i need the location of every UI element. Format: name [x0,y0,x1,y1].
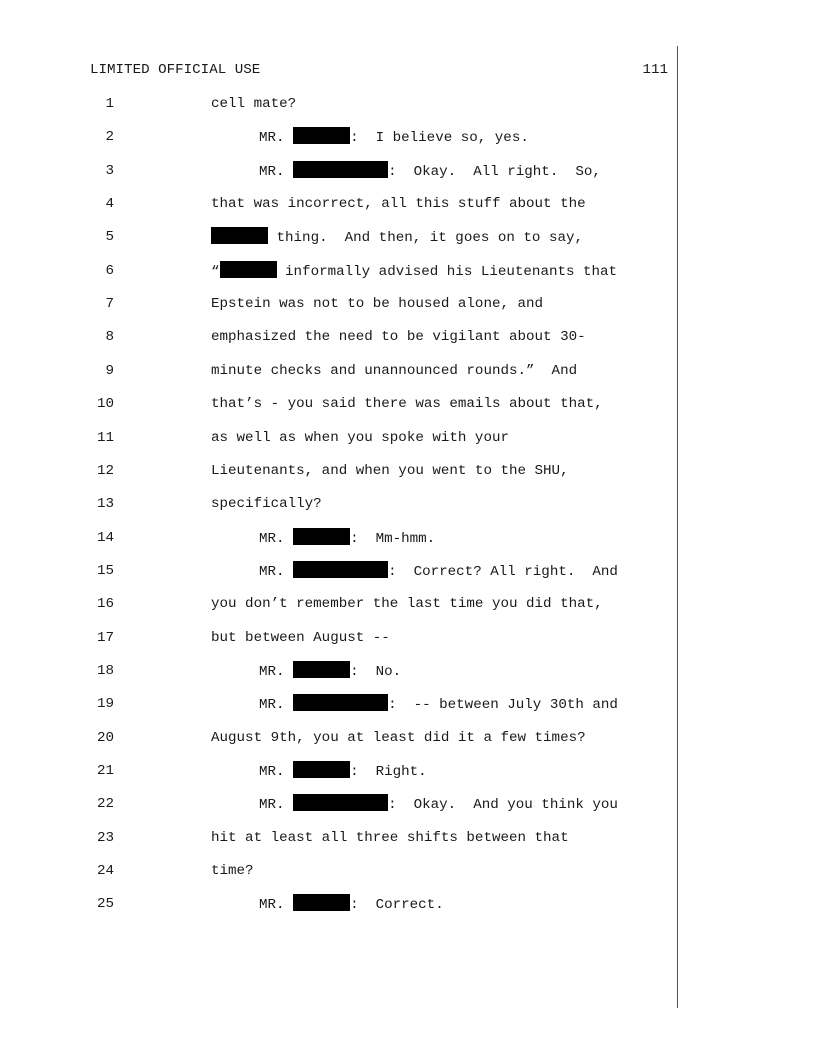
line-text [259,761,427,782]
line-text [211,194,586,214]
redaction-block [293,661,350,678]
text-segment: MR. [259,897,294,914]
text-segment: MR. [259,530,294,547]
text-segment: as well as when you spoke with your [211,429,509,446]
transcript-line [0,127,816,147]
line-text [211,327,586,347]
line-number: 9 [105,362,114,379]
line-text [211,861,254,881]
line-number: 15 [96,562,114,579]
page-number: 111 [642,62,668,78]
text-segment: MR. [259,697,294,714]
transcript-line [0,461,816,481]
line-number: 20 [96,729,114,746]
line-text [211,361,577,381]
transcript-line [0,828,816,848]
text-segment: August 9th, you at least did it a few times? [211,729,586,746]
line-number: 17 [96,629,114,646]
text-segment: MR. [259,797,294,814]
transcript-line [0,761,816,781]
text-segment: Epstein was not to be housed alone, and [211,296,544,313]
redaction-block [293,561,388,578]
line-text [259,561,618,582]
transcript-line [0,394,816,414]
text-segment: : Correct? All right. And [388,563,618,580]
line-number: 16 [96,596,114,613]
line-number: 8 [105,329,114,346]
line-number: 23 [96,829,114,846]
text-segment: you don’t remember the last time you did that, [211,596,603,613]
transcript-line [0,194,816,214]
transcript-line [0,728,816,748]
line-text [259,127,529,148]
text-segment: MR. [259,163,294,180]
redaction-block [293,127,350,144]
redaction-block [211,227,268,244]
line-number: 7 [105,296,114,313]
transcript-line [0,327,816,347]
transcript-line [0,894,816,914]
line-text [259,528,435,549]
line-text [211,828,569,848]
text-segment: : Correct. [350,897,444,914]
line-text [211,728,586,748]
line-text [259,161,601,182]
text-segment: : I believe so, yes. [350,130,529,147]
transcript-line [0,628,816,648]
line-text [259,661,401,682]
line-text [211,628,390,648]
line-number: 24 [96,863,114,880]
line-number: 12 [96,462,114,479]
transcript-line [0,261,816,281]
line-text [211,594,603,614]
text-segment: informally advised his Lieutenants that [276,263,618,280]
text-segment: : Right. [350,764,427,780]
transcript-line [0,294,816,314]
text-segment: “ [211,263,220,280]
line-number: 22 [96,796,114,813]
redaction-block [293,161,388,178]
text-segment: minute checks and unannounced rounds.” And [211,362,578,379]
transcript-line [0,528,816,548]
transcript-line [0,561,816,581]
transcript-line [0,694,816,714]
line-number: 19 [96,696,114,713]
line-text [259,694,618,715]
text-segment: : -- between July 30th and [388,697,618,714]
line-text [259,794,618,815]
transcript-line [0,361,816,381]
transcript-line [0,428,816,448]
line-text [211,428,509,448]
line-number: 2 [105,129,114,146]
text-segment: MR. [259,764,294,780]
line-text [211,94,296,114]
line-text [211,494,322,514]
line-text [211,294,543,314]
redaction-block [293,694,388,711]
line-number: 11 [96,429,114,446]
text-segment: but between August -- [211,629,390,646]
text-segment: : Okay. All right. So, [388,163,601,180]
line-text [211,461,569,481]
text-segment: specifically? [211,496,322,513]
line-number: 6 [105,262,114,279]
text-segment: hit at least all three shifts between that [211,829,569,846]
transcript-line [0,794,816,814]
text-segment: that was incorrect, all this stuff about the [211,196,586,213]
line-number: 14 [96,529,114,546]
text-segment: Lieutenants, and when you went to the SHU, [211,462,569,479]
transcript-line [0,227,816,247]
line-number: 3 [105,162,114,179]
transcript-line [0,94,816,114]
line-number: 18 [96,662,114,679]
line-number: 13 [96,496,114,513]
text-segment: that’s - you said there was emails about that, [211,396,603,413]
line-text [211,261,617,282]
line-number: 21 [96,763,114,779]
redaction-block [220,261,277,278]
text-segment: thing. And then, it goes on to say, [268,230,584,247]
redaction-block [293,794,388,811]
line-number: 10 [96,396,114,413]
classification-label: LIMITED OFFICIAL USE [90,62,261,78]
line-text [211,394,603,414]
redaction-block [293,528,350,545]
transcript-line [0,161,816,181]
redaction-block [293,761,350,778]
text-segment: MR. [259,130,294,147]
text-segment: cell mate? [211,96,297,112]
text-segment: emphasized the need to be vigilant about 30- [211,329,586,346]
text-segment: : Mm-hmm. [350,530,436,547]
text-segment: : Okay. And you think you [388,797,618,814]
transcript-line [0,861,816,881]
line-number: 25 [96,896,114,913]
transcript-line [0,594,816,614]
line-text [211,227,583,248]
transcript-line [0,494,816,514]
text-segment: time? [211,863,254,880]
redaction-block [293,894,350,911]
line-number: 1 [105,96,114,112]
line-number: 5 [105,229,114,246]
text-segment: MR. [259,563,294,580]
line-text [259,894,444,915]
text-segment: MR. [259,663,294,680]
line-number: 4 [105,196,114,213]
transcript-line [0,661,816,681]
text-segment: : No. [350,663,402,680]
